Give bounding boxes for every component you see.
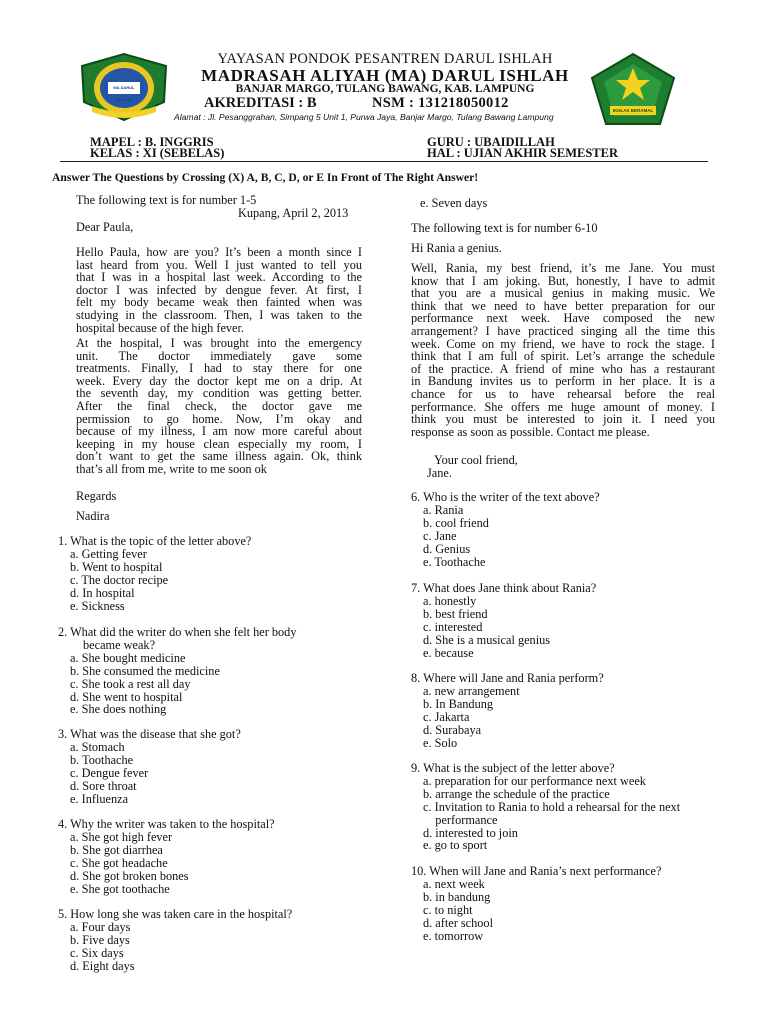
school-address: Alamat : Jl. Pesanggrahan, Simpang 5 Unit 1, Purwa Jaya, Banjar Margo, Tulang Bawang Lampung	[174, 112, 554, 122]
text-line: unit. The doctor immediately gave some	[76, 348, 362, 363]
foundation-name: YAYASAN PONDOK PESANTREN DARUL ISHLAH	[217, 51, 553, 67]
answer-option[interactable]: d. interested to join	[423, 825, 518, 840]
answer-option[interactable]: d. She is a musical genius	[423, 632, 551, 647]
answer-option[interactable]: e. because	[423, 645, 474, 660]
answer-option[interactable]: c. Jane	[423, 528, 457, 543]
answer-option[interactable]: b. cool friend	[423, 515, 489, 530]
nsm-number: NSM : 131218050012	[372, 95, 509, 111]
text-line: arrangement? I have practiced singing all the time this	[411, 323, 715, 338]
text-line: performance next week. Have composed the new	[411, 311, 715, 326]
answer-option[interactable]: c. Six days	[70, 945, 124, 960]
text-line: felt my body became weak then fainted when was	[76, 295, 362, 310]
text-line: don’t want to get the same illness again. Ok, think	[76, 449, 362, 464]
text-line: keeping in my house clean especially my room, I	[76, 436, 362, 451]
answer-option[interactable]: e. tomorrow	[423, 928, 484, 943]
text1-salutation: Dear Paula,	[76, 220, 134, 234]
text-line: think that I am full of spirit. Let’s arrange the schedule	[411, 349, 715, 364]
answer-option[interactable]: b. Five days	[70, 932, 130, 947]
question-5-option-e[interactable]: e. Seven days	[420, 196, 488, 210]
question-10	[411, 865, 661, 942]
question-stem: became weak?	[83, 637, 156, 652]
answer-option[interactable]: d. Genius	[423, 541, 471, 556]
header-divider	[60, 161, 708, 162]
answer-option[interactable]: b. best friend	[423, 606, 488, 621]
question-stem: 7. What does Jane think about Rania?	[411, 581, 597, 595]
answer-option[interactable]: c. to night	[423, 902, 473, 917]
question-3	[58, 728, 241, 805]
answer-option[interactable]: c. Invitation to Rania to hold a rehearsal for the next	[423, 799, 681, 814]
text-line: in Bandung invites us to perform in her place. It is a	[411, 374, 715, 389]
text2-paragraph	[411, 262, 715, 438]
text-line: Hello Paula, how are you? It’s been a month since I	[76, 245, 362, 259]
answer-option[interactable]: performance	[423, 812, 498, 827]
question-stem: 1. What is the topic of the letter above?	[58, 534, 252, 548]
question-stem: 8. Where will Jane and Rania perform?	[411, 671, 604, 685]
text2-closing: Your cool friend,	[434, 453, 518, 467]
answer-option[interactable]: a. Rania	[423, 502, 464, 517]
answer-option[interactable]: d. Sore throat	[70, 778, 137, 793]
school-name: MADRASAH ALIYAH (MA) DARUL ISHLAH	[201, 66, 569, 85]
answer-option[interactable]: d. She got broken bones	[70, 868, 189, 883]
left-logo-text: MA DARUL ISHLAH	[113, 85, 135, 102]
answer-option[interactable]: b. Went to hospital	[70, 559, 163, 574]
answer-option[interactable]: c. Jakarta	[423, 709, 470, 724]
exam-label: HAL : UJIAN AKHIR SEMESTER	[427, 146, 619, 160]
text-line: doctor I was infected by dengue fever. At first, I	[76, 282, 362, 297]
instruction: Answer The Questions by Crossing (X) A, B, C, D, or E In Front of The Right Answer!	[52, 171, 479, 184]
answer-option[interactable]: a. next week	[423, 876, 485, 891]
text-line: the seventh day, my condition was getting better.	[76, 386, 362, 401]
text-line: At the hospital, I was brought into the emergency	[76, 336, 362, 350]
answer-option[interactable]: b. Toothache	[70, 752, 134, 767]
text-line: treatments. Finally, I had to stay there for one	[76, 361, 362, 376]
text-line: chance for us to have rehearsal before the real	[411, 386, 715, 401]
text-line: week. Every day the doctor kept me on a drip. At	[76, 373, 362, 388]
school-location: BANJAR MARGO, TULANG BAWANG, KAB. LAMPUNG	[235, 83, 535, 95]
text-line: Well, Rania, my best friend, it’s me Jane. You must	[411, 261, 715, 275]
question-9	[411, 762, 680, 852]
answer-option[interactable]: e. Sickness	[70, 598, 125, 613]
answer-option[interactable]: a. Stomach	[70, 739, 125, 754]
answer-option[interactable]: a. Four days	[70, 919, 131, 934]
text-line: studying in the classroom. Then, I was taken to the	[76, 307, 362, 322]
text-line: response as soon as possible. Contact me please.	[411, 424, 650, 439]
text1-signature: Nadira	[76, 509, 110, 523]
question-stem: 9. What is the subject of the letter above?	[411, 761, 615, 775]
answer-option[interactable]: a. honestly	[423, 593, 477, 608]
answer-option[interactable]: b. She got diarrhea	[70, 842, 163, 857]
answer-option[interactable]: c. She took a rest all day	[70, 676, 191, 691]
question-5	[58, 908, 292, 973]
answer-option[interactable]: d. Eight days	[70, 958, 135, 973]
text2-intro: The following text is for number 6-10	[411, 221, 598, 235]
text-line: permission to go home. Now, I’m okay and	[76, 411, 362, 426]
answer-option[interactable]: e. Toothache	[423, 554, 486, 569]
answer-option[interactable]: a. She bought medicine	[70, 650, 186, 665]
answer-option[interactable]: d. She went to hospital	[70, 689, 183, 704]
text1-paragraph-1	[76, 246, 362, 334]
teacher-label: GURU : UBAIDILLAH	[427, 135, 555, 149]
answer-option[interactable]: c. Dengue fever	[70, 765, 149, 780]
text-line: performance. She offers me huge amount of money. I	[411, 399, 715, 414]
question-stem: 3. What was the disease that she got?	[58, 727, 241, 741]
text-line: last heard from you. Well I just wanted to tell you	[76, 257, 362, 272]
answer-option[interactable]: e. Influenza	[70, 791, 129, 806]
right-logo-text: IKHLAS BERAMAL	[612, 108, 654, 113]
answer-option[interactable]: a. new arrangement	[423, 683, 520, 698]
subject-label: MAPEL : B. INGGRIS	[90, 135, 214, 149]
question-stem: 5. How long she was taken care in the hospital?	[58, 907, 293, 921]
question-8	[411, 672, 604, 749]
answer-option[interactable]: b. arrange the schedule of the practice	[423, 786, 610, 801]
question-stem: 10. When will Jane and Rania’s next performance?	[411, 864, 662, 878]
text2-signature: Jane.	[427, 466, 452, 480]
text-line: that I was in a hospital last week. According to the	[76, 270, 362, 285]
text-line: of the practice. A friend of mine who has a restaurant	[411, 361, 715, 376]
text-line: know that I am joking. But, honestly, I have to admit	[411, 273, 715, 288]
text-line: that’s all from me, write to me soon ok	[76, 461, 267, 476]
answer-option[interactable]: c. She got headache	[70, 855, 168, 870]
text-line: After the final check, the doctor gave me	[76, 398, 362, 413]
answer-option[interactable]: d. In hospital	[70, 585, 135, 600]
answer-option[interactable]: b. In Bandung	[423, 696, 494, 711]
answer-option[interactable]: a. Getting fever	[70, 546, 147, 561]
text-line: think that we need to have better preparation for our	[411, 298, 715, 313]
answer-option[interactable]: d. Surabaya	[423, 722, 482, 737]
question-6	[411, 491, 600, 568]
answer-option[interactable]: e. Solo	[423, 735, 458, 750]
accreditation: AKREDITASI : B	[204, 95, 317, 111]
text1-intro: The following text is for number 1-5	[76, 193, 257, 207]
answer-option[interactable]: b. in bandung	[423, 889, 491, 904]
text1-paragraph-2	[76, 337, 362, 476]
question-4	[58, 818, 275, 895]
class-label: KELAS : XI (SEBELAS)	[90, 146, 225, 160]
question-stem: 4. Why the writer was taken to the hospital?	[58, 817, 275, 831]
text-line: that you are a musical genius in making music. We	[411, 286, 715, 301]
answer-option[interactable]: a. She got high fever	[70, 829, 173, 844]
text1-date: Kupang, April 2, 2013	[238, 206, 349, 220]
question-7	[411, 582, 596, 659]
answer-option[interactable]: d. after school	[423, 915, 493, 930]
answer-option[interactable]: c. The doctor recipe	[70, 572, 169, 587]
question-stem: 2. What did the writer do when she felt her body	[58, 625, 297, 639]
text-line: week. Come on my friend, we have to rock the stage. I	[411, 336, 715, 351]
text1-closing: Regards	[76, 489, 117, 503]
answer-option[interactable]: b. She consumed the medicine	[70, 663, 220, 678]
answer-option[interactable]: e. She does nothing	[70, 702, 167, 717]
text2-salutation: Hi Rania a genius.	[411, 241, 502, 255]
question-stem: 6. Who is the writer of the text above?	[411, 490, 600, 504]
answer-option[interactable]: e. go to sport	[423, 838, 488, 853]
text-line: think you must be interested to join it. I need you	[411, 412, 715, 427]
question-2	[58, 626, 296, 716]
text-line: hospital because of the high fever.	[76, 320, 245, 335]
question-1	[58, 535, 251, 612]
answer-option[interactable]: a. preparation for our performance next week	[423, 773, 646, 788]
text-line: because of my illness, I am now more careful about	[76, 424, 362, 439]
answer-option[interactable]: e. She got toothache	[70, 881, 170, 896]
answer-option[interactable]: c. interested	[423, 619, 483, 634]
